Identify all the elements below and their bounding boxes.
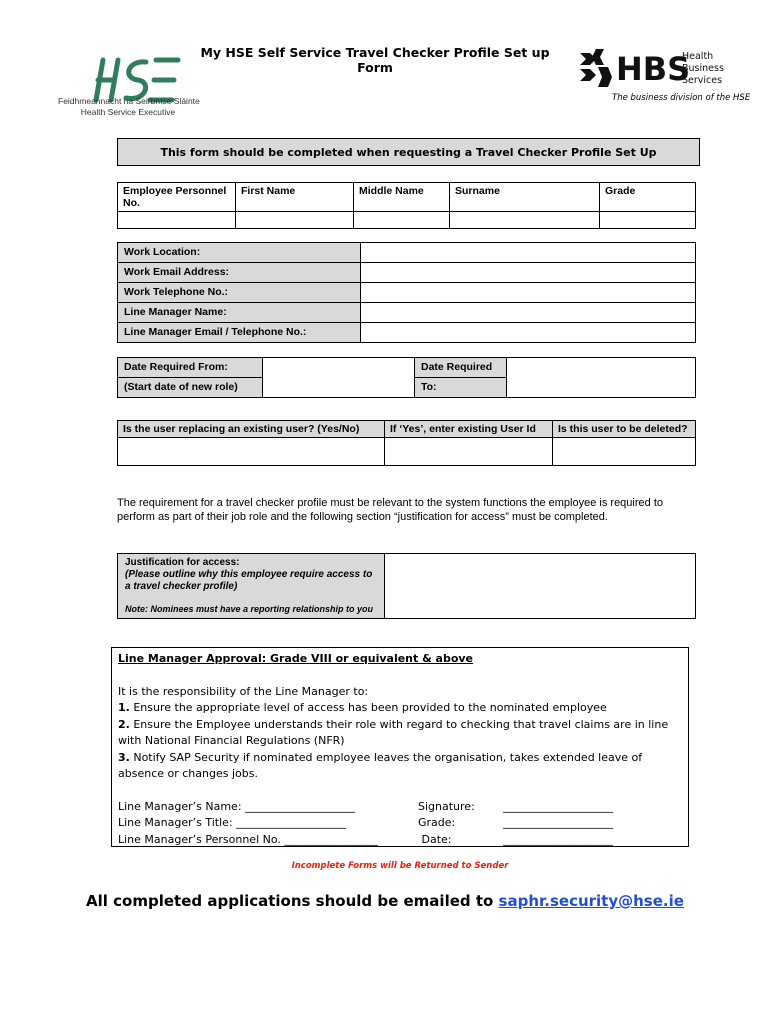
hbs-word-2: Business <box>682 63 724 74</box>
user-deleted-field[interactable] <box>553 438 696 466</box>
replace-user-table <box>117 420 696 466</box>
approval-title: Line Manager Approval: Grade VIII or equivalent & above <box>118 652 474 665</box>
hse-subtitle-english: Health Service Executive <box>80 107 176 117</box>
email-link[interactable]: saphr.security@hse.ie <box>498 892 684 910</box>
label-user-deleted: Is this user to be deleted? <box>553 421 696 438</box>
signature-line[interactable]: ____________________ <box>503 799 613 813</box>
first-name-field[interactable] <box>236 212 354 229</box>
line-manager-name-field[interactable] <box>361 303 696 323</box>
justification-note: Note: Nominees must have a reporting relationship to you <box>125 604 374 614</box>
replacing-user-field[interactable] <box>118 438 385 466</box>
signature-row-title <box>118 815 682 832</box>
hbs-tagline: The business division of the HSE <box>612 93 751 103</box>
justification-title: Justification for access: <box>125 557 240 568</box>
instruction-banner: This form should be completed when requesting a Travel Checker Profile Set Up <box>117 138 700 166</box>
work-email-field[interactable] <box>361 263 696 283</box>
date-required-table <box>117 357 696 398</box>
header-personnel-no: Employee Personnel No. <box>118 183 236 212</box>
hbs-word-1: Health <box>682 51 714 62</box>
signature-row-personnel <box>118 832 682 849</box>
header-surname: Surname <box>450 183 600 212</box>
email-instruction <box>0 892 770 910</box>
grade-field[interactable] <box>600 212 696 229</box>
line-manager-contact-field[interactable] <box>361 323 696 343</box>
date-label: Date: <box>418 832 452 846</box>
signature-label: Signature: <box>418 799 475 813</box>
hbs-word-3: Services <box>682 75 723 86</box>
date-from-field[interactable] <box>263 358 415 398</box>
approval-point-2: 2. Ensure the Employee understands their role with regard to checking that travel claims are in line with National Financial Regulations (NFR) <box>118 717 669 747</box>
justification-label-cell <box>118 554 385 619</box>
hse-subtitle-irish: Feidhmeannacht na Seirbhíse Sláinte <box>58 96 200 106</box>
hbs-logo-text: HBS <box>616 50 691 88</box>
label-replacing-user: Is the user replacing an existing user? (Yes/No) <box>118 421 385 438</box>
justification-instruction: (Please outline why this employee require access to a travel checker profile) <box>125 569 373 592</box>
page-title: My HSE Self Service Travel Checker Profile Set up Form <box>200 45 550 75</box>
header-first-name: First Name <box>236 183 354 212</box>
grade-label: Grade: <box>418 816 456 829</box>
header-grade: Grade <box>600 183 696 212</box>
surname-field[interactable] <box>450 212 600 229</box>
label-line-manager-name: Line Manager Name: <box>118 303 361 323</box>
work-details-table <box>117 242 696 343</box>
label-date-to-2: To: <box>415 378 507 398</box>
signature-row-name <box>118 799 682 816</box>
requirement-text: The requirement for a travel checker profile must be relevant to the system functions the employee is required to perform as part of their job role and the following section “justification for access” must be completed. <box>117 497 663 523</box>
label-date-from: Date Required From: <box>118 358 263 378</box>
label-line-manager-contact: Line Manager Email / Telephone No.: <box>118 323 361 343</box>
date-line[interactable]: ____________________ <box>503 832 613 846</box>
personnel-no-field[interactable] <box>118 212 236 229</box>
manager-title-line[interactable]: Line Manager’s Title: ____________________ <box>118 816 347 829</box>
label-date-from-note: (Start date of new role) <box>118 378 263 398</box>
label-work-telephone: Work Telephone No.: <box>118 283 361 303</box>
manager-name-line[interactable]: Line Manager’s Name: ____________________ <box>118 799 356 813</box>
approval-point-3: 3. Notify SAP Security if nominated employee leaves the organisation, takes extended leave of absence or changes jobs. <box>118 750 643 780</box>
employee-name-table <box>117 182 696 229</box>
line-manager-approval-box <box>111 647 689 847</box>
date-to-field[interactable] <box>507 358 696 398</box>
middle-name-field[interactable] <box>354 212 450 229</box>
label-work-location: Work Location: <box>118 243 361 263</box>
work-location-field[interactable] <box>361 243 696 263</box>
incomplete-forms-warning: Incomplete Forms will be Returned to Sender <box>291 861 509 871</box>
label-work-email: Work Email Address: <box>118 263 361 283</box>
header-middle-name: Middle Name <box>354 183 450 212</box>
justification-field[interactable] <box>385 554 696 619</box>
email-instruction-text: All completed applications should be emailed to <box>86 892 499 910</box>
label-existing-user-id: If ‘Yes’, enter existing User Id <box>385 421 553 438</box>
justification-table <box>117 553 696 619</box>
approval-intro: It is the responsibility of the Line Manager to: <box>118 684 369 698</box>
hbs-logo <box>576 47 726 89</box>
label-date-to: Date Required <box>415 358 507 378</box>
hse-subtitle <box>58 96 198 118</box>
existing-user-id-field[interactable] <box>385 438 553 466</box>
work-telephone-field[interactable] <box>361 283 696 303</box>
approval-point-1: 1. Ensure the appropriate level of access has been provided to the nominated employee <box>118 701 607 714</box>
grade-line[interactable]: ____________________ <box>503 816 613 829</box>
manager-personnel-line[interactable]: Line Manager’s Personnel No. _________________ <box>118 832 378 846</box>
